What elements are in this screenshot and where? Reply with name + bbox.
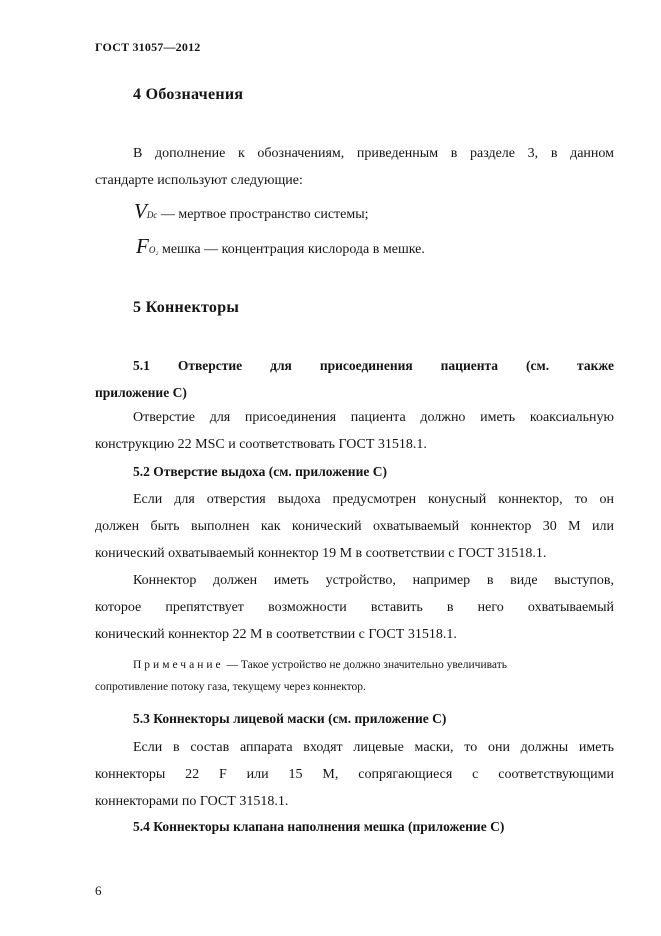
s52-p2-line-1: Коннектор должен иметь устройство, например в виде выступов, xyxy=(133,573,614,588)
note-label: Примечание xyxy=(133,659,224,671)
section-5-3-title: 5.3 Коннекторы лицевой маски (см. приложение С) xyxy=(133,711,447,726)
section-5-3-text xyxy=(95,734,614,815)
s52-p1-line-2: должен быть выполнен как конический охватываемый коннектор 30 М или xyxy=(95,519,614,534)
s51-line-1: Отверстие для присоединения пациента должно иметь коаксиальную xyxy=(133,410,614,425)
note-block xyxy=(95,654,614,698)
s51-line-2: конструкцию 22 MSC и соответствовать ГОСТ 31518.1. xyxy=(95,437,427,452)
definition-2-text: мешка — концентрация кислорода в мешке. xyxy=(158,242,425,257)
symbol-v-subscript: Dc xyxy=(146,210,158,220)
symbol-f: F xyxy=(136,234,149,258)
s52-p2-line-2: которое препятствует возможности вставить в него охватываемый xyxy=(95,600,614,615)
s51-heading-line-2: приложение С) xyxy=(95,385,187,400)
note-text: — Такое устройство не должно значительно увеличивать xyxy=(223,659,507,671)
section-4-title: 4 Обозначения xyxy=(133,86,244,103)
note-line-2: сопротивление потоку газа, текущему через коннектор. xyxy=(95,681,366,693)
intro-line-2: стандарте используют следующие: xyxy=(95,173,303,188)
symbol-v: V xyxy=(134,199,147,223)
section-5-1-heading xyxy=(95,352,614,406)
section-5-title: 5 Коннекторы xyxy=(133,299,240,316)
s52-p1-line-1: Если для отверстия выдоха предусмотрен конусный коннектор, то он xyxy=(133,492,614,507)
section-5-2-text-2 xyxy=(95,567,614,648)
intro-line-1: В дополнение к обозначениям, приведенным в разделе 3, в данном xyxy=(133,146,614,161)
note-line-1 xyxy=(95,654,614,676)
s53-line-2: коннекторы 22 F или 15 М, сопрягающиеся с соответствующими xyxy=(95,767,614,782)
s53-line-1: Если в состав аппарата входят лицевые маски, то они должны иметь xyxy=(133,740,614,755)
document-header: ГОСТ 31057—2012 xyxy=(95,40,201,54)
section-5-4-title: 5.4 Коннекторы клапана наполнения мешка (приложение С) xyxy=(133,819,505,834)
section-5-1-text xyxy=(95,404,614,458)
s52-p1-line-3: конический охватываемый коннектор 19 М в соответствии с ГОСТ 31518.1. xyxy=(95,546,547,561)
definition-dead-space xyxy=(134,199,369,224)
page-number: 6 xyxy=(95,883,102,898)
section-4-intro xyxy=(95,140,614,194)
definition-oxygen xyxy=(136,234,425,259)
symbol-f-subscript: O₂ xyxy=(148,245,159,255)
section-5-2-title: 5.2 Отверстие выдоха (см. приложение С) xyxy=(133,464,387,479)
definition-1-text: — мертвое пространство системы; xyxy=(157,207,369,222)
section-5-2-text-1 xyxy=(95,486,614,567)
s52-p2-line-3: конический коннектор 22 М в соответствии с ГОСТ 31518.1. xyxy=(95,627,457,642)
s53-line-3: коннекторами по ГОСТ 31518.1. xyxy=(95,794,289,809)
s51-heading-line-1: 5.1 Отверстие для присоединения пациента (см. также xyxy=(133,358,614,373)
